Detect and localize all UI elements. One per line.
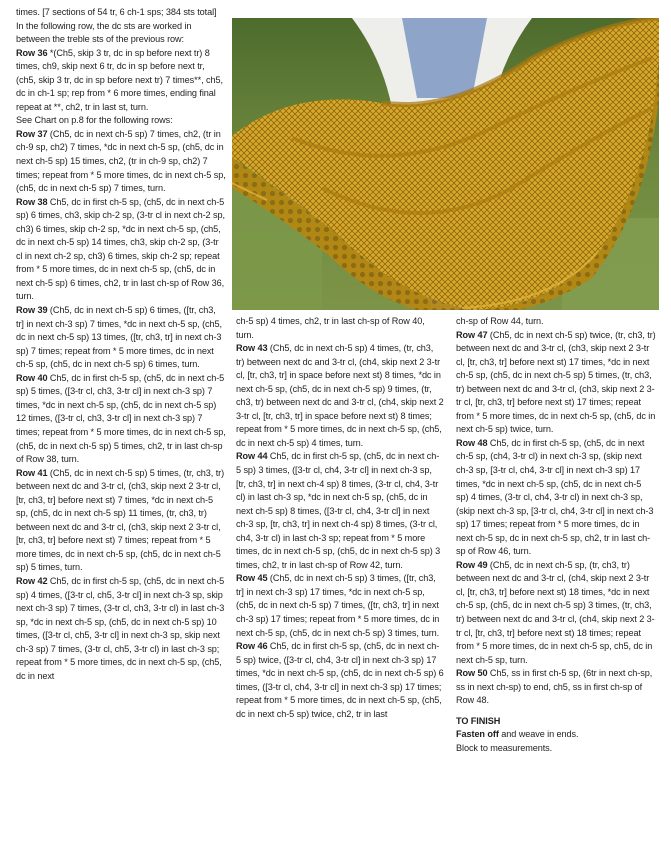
row-text: ch-5 sp) 4 times, ch2, tr in last ch-sp of Row 40, turn. [236, 316, 425, 340]
row-label: Row 50 [456, 668, 488, 679]
pattern-paragraph [16, 114, 226, 128]
pattern-paragraph [236, 315, 444, 342]
pattern-paragraph [16, 20, 226, 47]
pattern-paragraph [16, 6, 226, 20]
row-text: ch-sp of Row 44, turn. [456, 316, 544, 326]
pattern-row [16, 372, 226, 467]
pattern-paragraph [456, 315, 656, 329]
pattern-row [16, 128, 226, 196]
pattern-column-right [456, 315, 656, 756]
row-text: (Ch5, dc in next ch-5 sp) 3 times, ([tr, ch3, tr] in next ch-3 sp) 17 times, *dc in next ch-5 sp, (ch5, dc in next ch-5 sp) 7 times, ([tr, ch3, tr] in next ch-3 sp) 17 times; repeat from * 5 more times, dc in next ch-5 sp, (ch5, dc in next ch-5 sp) 3 times, turn. [236, 573, 440, 638]
pattern-row [236, 450, 444, 572]
shawl-illustration [232, 18, 659, 310]
pattern-row [236, 572, 444, 640]
row-text: Ch5, dc in first ch-5 sp, (ch5, dc in next ch-5 sp) 4 times, ([3-tr cl, ch5, 3-tr cl] in next ch-3 sp, skip next ch-3 sp) 7 times, (3-tr cl, ch3, 3-tr cl) in last ch-3 sp, *dc in next ch-5 sp, (ch5, dc in next ch-5 sp) 10 times, ([3-tr cl, ch5, 3-tr cl] in next ch-3 sp, skip next ch-3 sp) 7 times, (3-tr cl, ch5, 3-tr cl) in last ch-3 sp; repeat from * 5 more times, dc in next ch-5 sp, (ch5, dc in next [16, 575, 225, 681]
row-label: Row 41 [16, 467, 48, 478]
pattern-row [456, 667, 656, 708]
pattern-row [236, 640, 444, 721]
pattern-row [456, 329, 656, 437]
shawl-photo [232, 18, 659, 310]
row-text: Ch5, dc in first ch-5 sp, (ch5, dc in next ch-5 sp) 6 times, ch3, skip ch-2 sp, (3-tr cl in next ch-2 sp, ch3) 6 times, skip ch-2 sp, *dc in next ch-5 sp, (ch5, dc in next ch-5 sp) 14 times, ch3, skip ch-2 sp, (3-tr cl in next ch-2 sp, ch3) 6 times, skip ch-2 sp; repeat from * 5 more times, dc in next ch-5 sp, (ch5, dc in next ch-5 sp) 6 times, ch2, tr in last ch-sp of Row 36, turn. [16, 196, 225, 302]
pattern-column-middle [236, 315, 444, 721]
row-text: (Ch5, dc in next ch-5 sp) 4 times, (tr, ch3, tr) between next dc and 3-tr cl, (ch4, skip next 2 3-tr cl, [tr, ch3, tr] in space before next st) 8 times, *dc in next ch-5 sp, (ch5, dc in next ch-5 sp) 9 times, (tr, ch3, tr) between next dc and 3-tr cl, (ch4, skip next 2 3-tr cl, [tr, ch3, tr] in space before next st) 8 times; repeat from * 5 more times, dc in next ch-5 sp, (ch5, dc in next ch-5 sp) 4 times, turn. [236, 343, 444, 448]
pattern-row [16, 304, 226, 372]
row-text: (Ch5, dc in next ch-5 sp) 5 times, (tr, ch3, tr) between next dc and 3-tr cl, (ch3, skip next 2 3-tr cl, [tr, ch3, tr] before next st) 7 times, *dc in next ch-5 sp, (ch5, dc in next ch-5 sp) 11 times, (tr, ch3, tr) between next dc and 3-tr cl, (ch3, skip next 2 3-tr cl, [tr, ch3, tr] before next st) 7 times; repeat from * 5 more times, dc in next ch-5 sp, (ch5, dc in next ch-5 sp) 5 times, turn. [16, 467, 225, 573]
row-text: Ch5, dc in first ch-5 sp, (ch5, dc in next ch-5 sp, (ch4, 3-tr cl) in next ch-3 sp, (skip next ch-3 sp, [3-tr cl, ch4, 3-tr cl] in next ch-3 sp) 17 times, *dc in next ch-5 sp, (ch5, dc in next ch-5 sp) 4 times, (3-tr cl, ch4, 3-tr cl) in next ch-3 sp, (skip next ch-3 sp, [3-tr cl, ch4, 3-tr cl] in next ch-3 sp) 17 times; repeat from * 5 more times, dc in next ch-5 sp, dc in next ch-5 sp, ch2, tr in last ch-sp of Row 46, turn. [456, 437, 654, 557]
row-text: Ch5, dc in first ch-5 sp, (ch5, dc in next ch-5 sp) twice, ([3-tr cl, ch4, 3-tr cl] in next ch-3 sp) 17 times, *dc in next ch-5 sp, (ch5, dc in next ch-5 sp) 6 times, ([3-tr cl, ch4, 3-tr cl] in next ch-3 sp) 17 times; repeat from * 5 more times, dc in next ch-5 sp, (ch5, dc in next ch-5 sp) twice, ch2, tr in last [236, 641, 444, 719]
row-label: Row 49 [456, 559, 488, 570]
row-text: (Ch5, dc in next ch-5 sp, (tr, ch3, tr) between next dc and 3-tr cl, (ch4, skip next 2 3-tr cl, [tr, ch3, tr] before next st) 18 times, *dc in next ch-5 sp, (ch5, dc in next ch-5 sp) 3 times, (tr, ch3, tr) between next dc and 3-tr cl, (ch4, skip next 2 3-tr cl, [tr, ch3, tr] before next st) 18 times; repeat from * 5 more times, dc in next ch-5 sp, ch5, dc in next ch-5 sp, turn. [456, 559, 655, 665]
pattern-row [456, 437, 656, 559]
row-text: (Ch5, dc in next ch-5 sp) 7 times, ch2, (tr in ch-9 sp, ch2) 7 times, *dc in next ch-5 sp, (ch5, dc in next ch-5 sp) 15 times, ch2, (tr in ch-9 sp, ch2) 7 times; repeat from * 5 more times, dc in next ch-5 sp, (ch5, dc in next ch-5 sp) 7 times, turn. [16, 128, 226, 194]
row-label: Row 47 [456, 329, 488, 340]
pattern-row [456, 559, 656, 667]
row-label: Row 46 [236, 641, 268, 652]
row-label: Row 44 [236, 451, 268, 462]
pattern-row [16, 575, 226, 683]
row-text: Ch5, dc in first ch-5 sp, (ch5, dc in next ch-5 sp) 3 times, ([3-tr cl, ch4, 3-tr cl] in next ch-3 sp, [tr, ch3, tr] in next ch-4 sp) 8 times, (3-tr cl, ch4, 3-tr cl) in last ch-3 sp, *dc in next ch-5 sp, (ch5, dc in next ch-5 sp) 8 times, ([3-tr cl, ch4, 3-tr cl] in next ch-3 sp, [tr, ch3, tr] in next ch-4 sp) 8 times, (3-tr cl, ch4, 3-tr cl) in last ch-3 sp; repeat from * 5 more times, dc in next ch-5 sp, (ch5, dc in next ch-5 sp) 3 times, ch2, tr in last ch-sp of Row 42, turn. [236, 451, 441, 570]
row-text: times. [7 sections of 54 tr, 6 ch-1 sps; 384 sts total] [16, 7, 217, 17]
row-text: *(Ch5, skip 3 tr, dc in sp before next tr) 8 times, ch9, skip next 6 tr, dc in sp before next tr, (ch5, skip 3 tr, dc in sp before next tr) 7 times**, ch5, dc in ch-1 sp; rep from * 6 more times, ending final repeat at **, ch2, tr in last st, turn. [16, 47, 223, 112]
row-text: (Ch5, dc in next ch-5 sp) twice, (tr, ch3, tr) between next dc and 3-tr cl, (ch3, skip next 2 3-tr cl, [tr, ch3, tr] before next st) 17 times, *dc in next ch-5 sp, (ch5, dc in next ch-5 sp) 5 times, (tr, ch3, tr) between next dc and 3-tr cl, (ch3, skip next 2 3-tr cl, [tr, ch3, tr] before next st) 17 times; repeat from * 5 more times, dc in next ch-5 sp, (ch5, dc in next ch-5 sp) twice, turn. [456, 329, 656, 435]
row-label: Row 39 [16, 305, 48, 316]
row-label: Row 36 [16, 47, 48, 58]
row-label: Row 37 [16, 128, 48, 139]
row-label: Row 45 [236, 573, 268, 584]
row-text: (Ch5, dc in next ch-5 sp) 6 times, ([tr, ch3, tr] in next ch-3 sp) 7 times, *dc in next ch-5 sp, (ch5, dc in next ch-5 sp) 13 times, ([tr, ch3, tr] in next ch-3 sp) 7 times; repeat from * 5 more times, dc in next ch-5 sp, (ch5, dc in next ch-5 sp) 6 times, turn. [16, 305, 222, 370]
row-label: Row 42 [16, 575, 48, 586]
pattern-row [16, 467, 226, 575]
row-text: In the following row, the dc sts are worked in between the treble sts of the previous row: [16, 20, 192, 45]
row-label: Row 43 [236, 343, 268, 354]
row-label: Row 48 [456, 437, 488, 448]
finish-heading: TO FINISH [456, 715, 501, 726]
pattern-row [16, 196, 226, 304]
pattern-row [16, 47, 226, 115]
row-label: Row 40 [16, 372, 48, 383]
row-text: Ch5, ss in first ch-5 sp, (6tr in next ch-sp, ss in next ch-sp) to end, ch5, ss in first ch-sp of Row 48. [456, 668, 653, 706]
finish-block: Block to measurements. [456, 742, 553, 753]
pattern-row [236, 342, 444, 450]
pattern-column-left [16, 6, 226, 683]
row-text: Ch5, dc in first ch-5 sp, (ch5, dc in next ch-5 sp) 5 times, ([3-tr cl, ch3, 3-tr cl] in next ch-3 sp) 7 times, *dc in next ch-5 sp, (ch5, dc in next ch-5 sp) 12 times, ([3-tr cl, ch3, 3-tr cl] in next ch-3 sp) 7 times; repeat from * 5 more times, dc in next ch-5 sp, (ch5, dc in next ch-5 sp) 5 times, ch2, tr in last ch-sp of Row 38, turn. [16, 372, 226, 465]
column-rows [456, 315, 656, 708]
row-label: Row 38 [16, 196, 48, 207]
row-text: See Chart on p.8 for the following rows: [16, 115, 173, 126]
finish-instructions: Fasten off and weave in ends. [456, 729, 579, 740]
